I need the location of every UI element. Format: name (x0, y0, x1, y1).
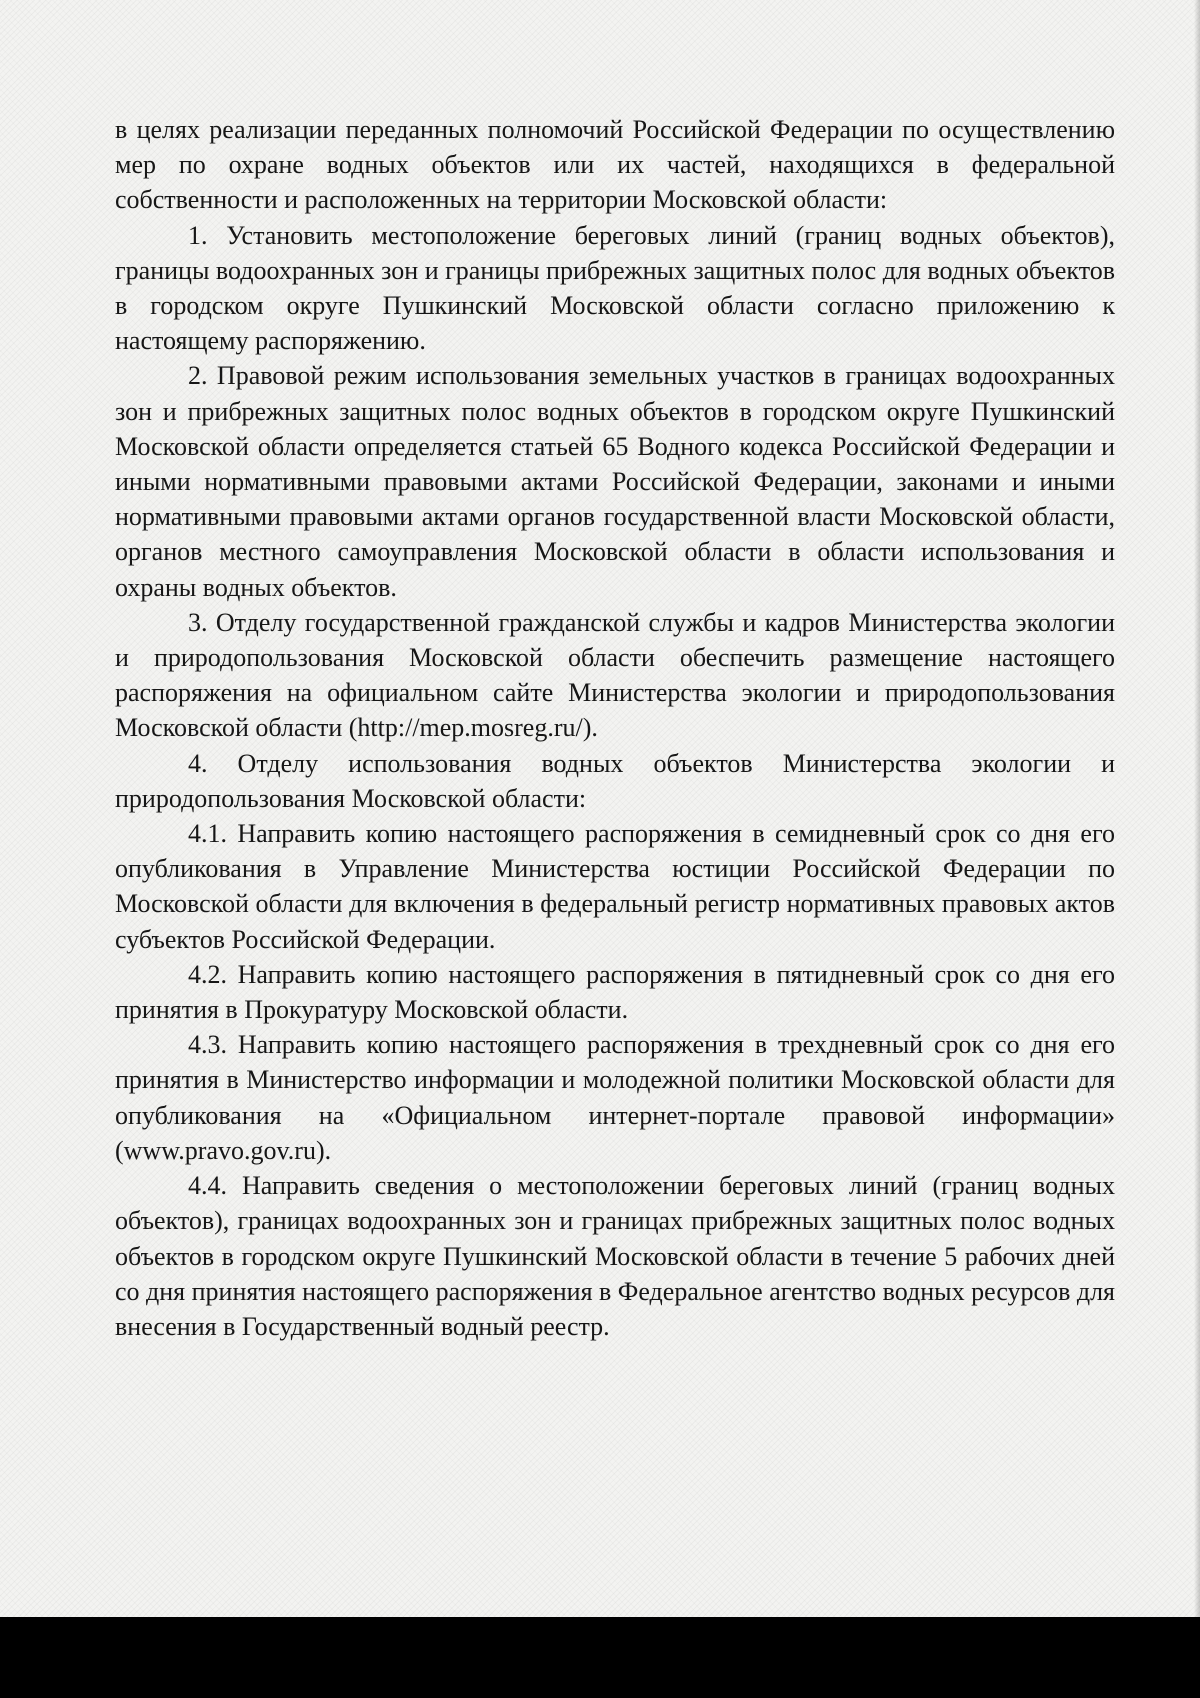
document-body (115, 112, 1115, 1344)
paragraph-item-4-4: 4.4. Направить сведения о местоположении береговых линий (границ водных объектов), границах водоохранных зон и границах прибрежных защитных полос водных объектов в городском округе Пушкинский Московской области в течение 5 рабочих дней со дня принятия настоящего распоряжения в Федеральное агентство водных ресурсов для внесения в Государственный водный реестр. (115, 1171, 1116, 1341)
paragraph-item-4-2: 4.2. Направить копию настоящего распоряжения в пятидневный срок со дня его принятия в Прокуратуру Московской области. (115, 959, 1115, 1025)
paragraph-item-4-1: 4.1. Направить копию настоящего распоряжения в семидневный срок со дня его опубликования в Управление Министерства юстиции Российской Федерации по Московской области для включения в федеральный регистр нормативных правовых актов субъектов Российской Федерации. (115, 819, 1115, 954)
scan-bottom-border (0, 1617, 1200, 1698)
paragraph-item-2: 2. Правовой режим использования земельных участков в границах водоохранных зон и прибрежных защитных полос водных объектов в городском округе Пушкинский Московской области определяется статьей 65 Водного кодекса Российской Федерации и иными нормативными правовыми актами Российской Федерации, законами и иными нормативными правовыми актами органов государственной власти Московской области, органов местного самоуправления Московской области в области использования и охраны водных объектов. (115, 361, 1115, 602)
paragraph-item-4: 4. Отделу использования водных объектов Министерства экологии и природопользования Московской области: (115, 748, 1115, 813)
scan-shadow-edge (1194, 0, 1200, 1617)
paragraph-preamble: в целях реализации переданных полномочий Российской Федерации по осуществлению мер по охране водных объектов или их частей, находящихся в федеральной собственности и расположенных на территории Московской области: (115, 115, 1115, 215)
paragraph-item-1: 1. Установить местоположение береговых линий (границ водных объектов), границы водоохранных зон и границы прибрежных защитных полос для водных объектов в городском округе Пушкинский Московской области согласно приложению к настоящему распоряжению. (115, 220, 1115, 356)
paragraph-item-3: 3. Отделу государственной гражданской службы и кадров Министерства экологии и природопользования Московской области обеспечить размещение настоящего распоряжения на официальном сайте Министерства экологии и природопользования Московской области (http://mep.mosreg.ru/). (115, 607, 1115, 743)
paragraph-item-4-3: 4.3. Направить копию настоящего распоряжения в трехдневный срок со дня его принятия в Министерство информации и молодежной политики Московской области для опубликования на «Официальном интернет-портале правовой информации» (www.pravo.gov.ru). (115, 1030, 1115, 1165)
